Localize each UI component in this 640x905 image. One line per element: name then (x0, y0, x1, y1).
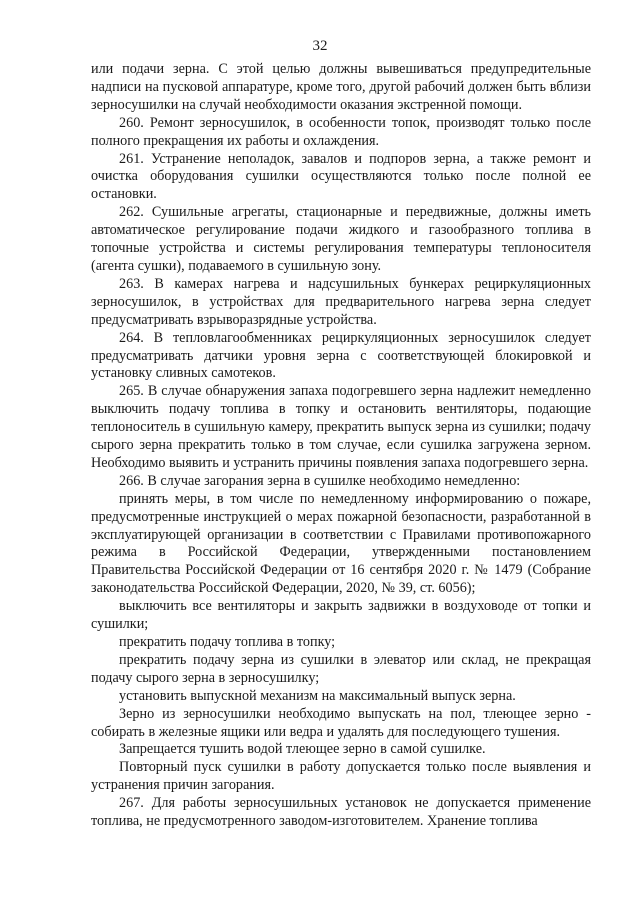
paragraph-261: 261. Устранение неполадок, завалов и подпоров зерна, а также ремонт и очистка оборудования сушилки осуществляются только после полной ее остановки. (91, 150, 591, 203)
paragraph-262: 262. Сушильные агрегаты, стационарные и передвижные, должны иметь автоматическое регулирование подачи жидкого и газообразного топлива в топочные устройства и системы регулирования температуры теплоносителя (агента сушки), подаваемого в сушильную зону. (91, 204, 591, 274)
list-item-set-discharge: установить выпускной механизм на максимальный выпуск зерна. (119, 687, 516, 704)
list-item-stop-fuel: прекратить подачу топлива в топку; (119, 634, 336, 650)
paragraph-267: 267. Для работы зерносушильных установок не допускается применение топлива, не предусмотренного заводом-изготовителем. Хранение топлива (91, 795, 591, 830)
paragraph-water-prohibited: Запрещается тушить водой тлеющее зерно в самой сушилке. (119, 741, 486, 758)
document-body (91, 61, 591, 831)
paragraph-264: 264. В тепловлагообменниках рециркуляционных зерносушилок следует предусматривать датчики уровня зерна с соответствующей блокировкой и установку сливных самотеков. (91, 329, 591, 382)
list-item-turn-off-fans: выключить все вентиляторы и закрыть задвижки в воздуховоде от топки и сушилки; (91, 598, 591, 633)
paragraph-266: 266. В случае загорания зерна в сушилке необходимо немедленно: (119, 472, 521, 489)
list-item-stop-grain-feed: прекратить подачу зерна из сушилки в элеватор или склад, не прекращая подачу сырого зерна в зерносушилку; (91, 651, 591, 686)
paragraph-260: 260. Ремонт зерносушилок, в особенности топок, производят только после полного прекращения их работы и охлаждения. (91, 114, 591, 149)
paragraph-265: 265. В случае обнаружения запаха подогревшего зерна надлежит немедленно выключить подачу топлива в топку и остановить вентиляторы, подающие теплоноситель в сушильную камеру, прекратить выпуск зерна из сушилки; подачу сырого зерна прекратить только в том случае, если сушилка загружена зерном. Необходимо выявить и устранить причины появления запаха подогревшего зерна. (91, 383, 591, 471)
paragraph-continuation: или подачи зерна. С этой целью должны вывешиваться предупредительные надписи на пусковой аппаратуре, кроме того, другой рабочий должен быть вблизи зерносушилки на случай необходимости оказания экстренной помощи. (91, 61, 591, 113)
paragraph-grain-release: Зерно из зерносушилки необходимо выпускать на пол, тлеющее зерно - собирать в железные ящики или ведра и удалять для последующего тушения. (91, 705, 591, 740)
paragraph-restart: Повторный пуск сушилки в работу допускается только после выявления и устранения причин загорания. (91, 759, 591, 794)
paragraph-263: 263. В камерах нагрева и надсушильных бункерах рециркуляционных зерносушилок, в устройствах для предварительного нагрева зерна следует предусматривать взрыворазрядные устройства. (91, 275, 591, 328)
list-item-take-measures: принять меры, в том числе по немедленному информированию о пожаре, предусмотренные инструкцией о мерах пожарной безопасности, разработанной в эксплуатирующей организации в соответствии с Правилами противопожарного режима в Российской Федерации, утвержденными постановлением Правительства Российской Федерации от 16 сентября 2020 г. № 1479 (Собрание законодательства Российской Федерации, 2020, № 39, ст. 6056); (91, 490, 591, 597)
page-number: 32 (312, 38, 328, 54)
